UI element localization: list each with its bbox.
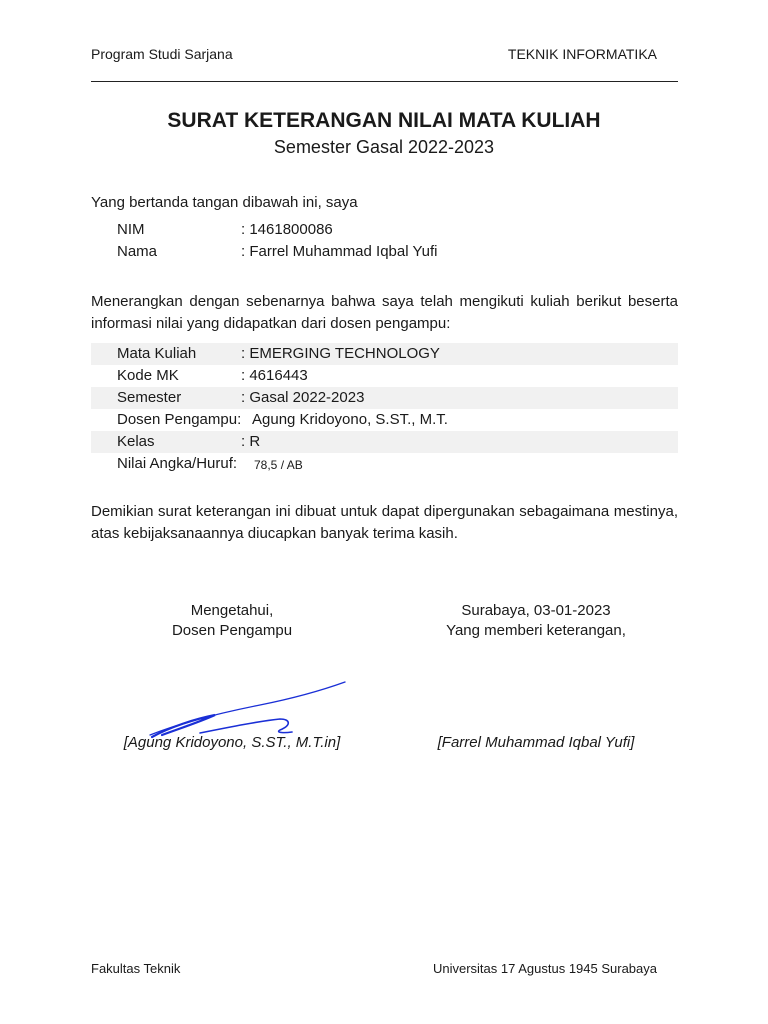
- row-label: Mata Kuliah: [117, 345, 197, 362]
- signature-right-date: Surabaya, 03-01-2023: [461, 602, 611, 619]
- grade-value: 78,5 / AB: [254, 458, 303, 472]
- row-value: : Gasal 2022-2023: [241, 389, 365, 406]
- signature-right-heading: [426, 601, 646, 641]
- header-divider: [91, 81, 678, 82]
- document-title: SURAT KETERANGAN NILAI MATA KULIAH: [167, 109, 601, 132]
- nama-value: : Farrel Muhammad Iqbal Yufi: [241, 243, 438, 260]
- row-label: Nilai Angka/Huruf:: [117, 455, 238, 472]
- signature-left-heading: [132, 601, 332, 641]
- signature-right-line2: Yang memberi keterangan,: [446, 622, 626, 639]
- document-subtitle: Semester Gasal 2022-2023: [273, 137, 495, 157]
- nama-label: Nama: [117, 243, 158, 260]
- intro-text: Yang bertanda tangan dibawah ini, saya: [91, 194, 358, 211]
- table-row: [117, 453, 303, 475]
- signature-left-line2: Dosen Pengampu: [171, 622, 293, 639]
- row-value: : R: [241, 433, 261, 450]
- row-value: : 4616443: [241, 367, 308, 384]
- row-value: : EMERGING TECHNOLOGY: [241, 345, 440, 362]
- footer-university: Universitas 17 Agustus 1945 Surabaya: [432, 961, 657, 976]
- table-row: [117, 365, 308, 387]
- header-department: TEKNIK INFORMATIKA: [507, 46, 657, 62]
- nim-value: : 1461800086: [241, 221, 333, 238]
- row-label: Dosen Pengampu:: [117, 411, 242, 428]
- signature-right-name: [Farrel Muhammad Iqbal Yufi]: [437, 734, 635, 751]
- row-value: Agung Kridoyono, S.ST., M.T.: [252, 411, 448, 428]
- nim-label: NIM: [117, 221, 145, 238]
- row-label: Kelas: [117, 433, 155, 450]
- signature-left-line1: Mengetahui,: [190, 602, 274, 619]
- table-row: [117, 409, 448, 431]
- header-program: Program Studi Sarjana: [91, 46, 233, 62]
- footer-faculty: Fakultas Teknik: [91, 961, 181, 976]
- statement-text: Menerangkan dengan sebenarnya bahwa saya telah mengikuti kuliah berikut beserta informasi nilai yang didapatkan dari dosen pengampu:: [91, 293, 678, 332]
- table-row: [117, 343, 440, 365]
- closing-text: Demikian surat keterangan ini dibuat untuk dapat dipergunakan sebagaimana mestinya, atas kebijaksanaannya diucapkan banyak terima kasih.: [91, 503, 678, 542]
- row-label: Semester: [117, 389, 182, 406]
- row-label: Kode MK: [117, 367, 179, 384]
- table-row: [117, 431, 261, 453]
- signature-left-name: [Agung Kridoyono, S.ST., M.T.in]: [123, 734, 341, 751]
- table-row: [117, 387, 365, 409]
- table-stripe: [91, 431, 678, 453]
